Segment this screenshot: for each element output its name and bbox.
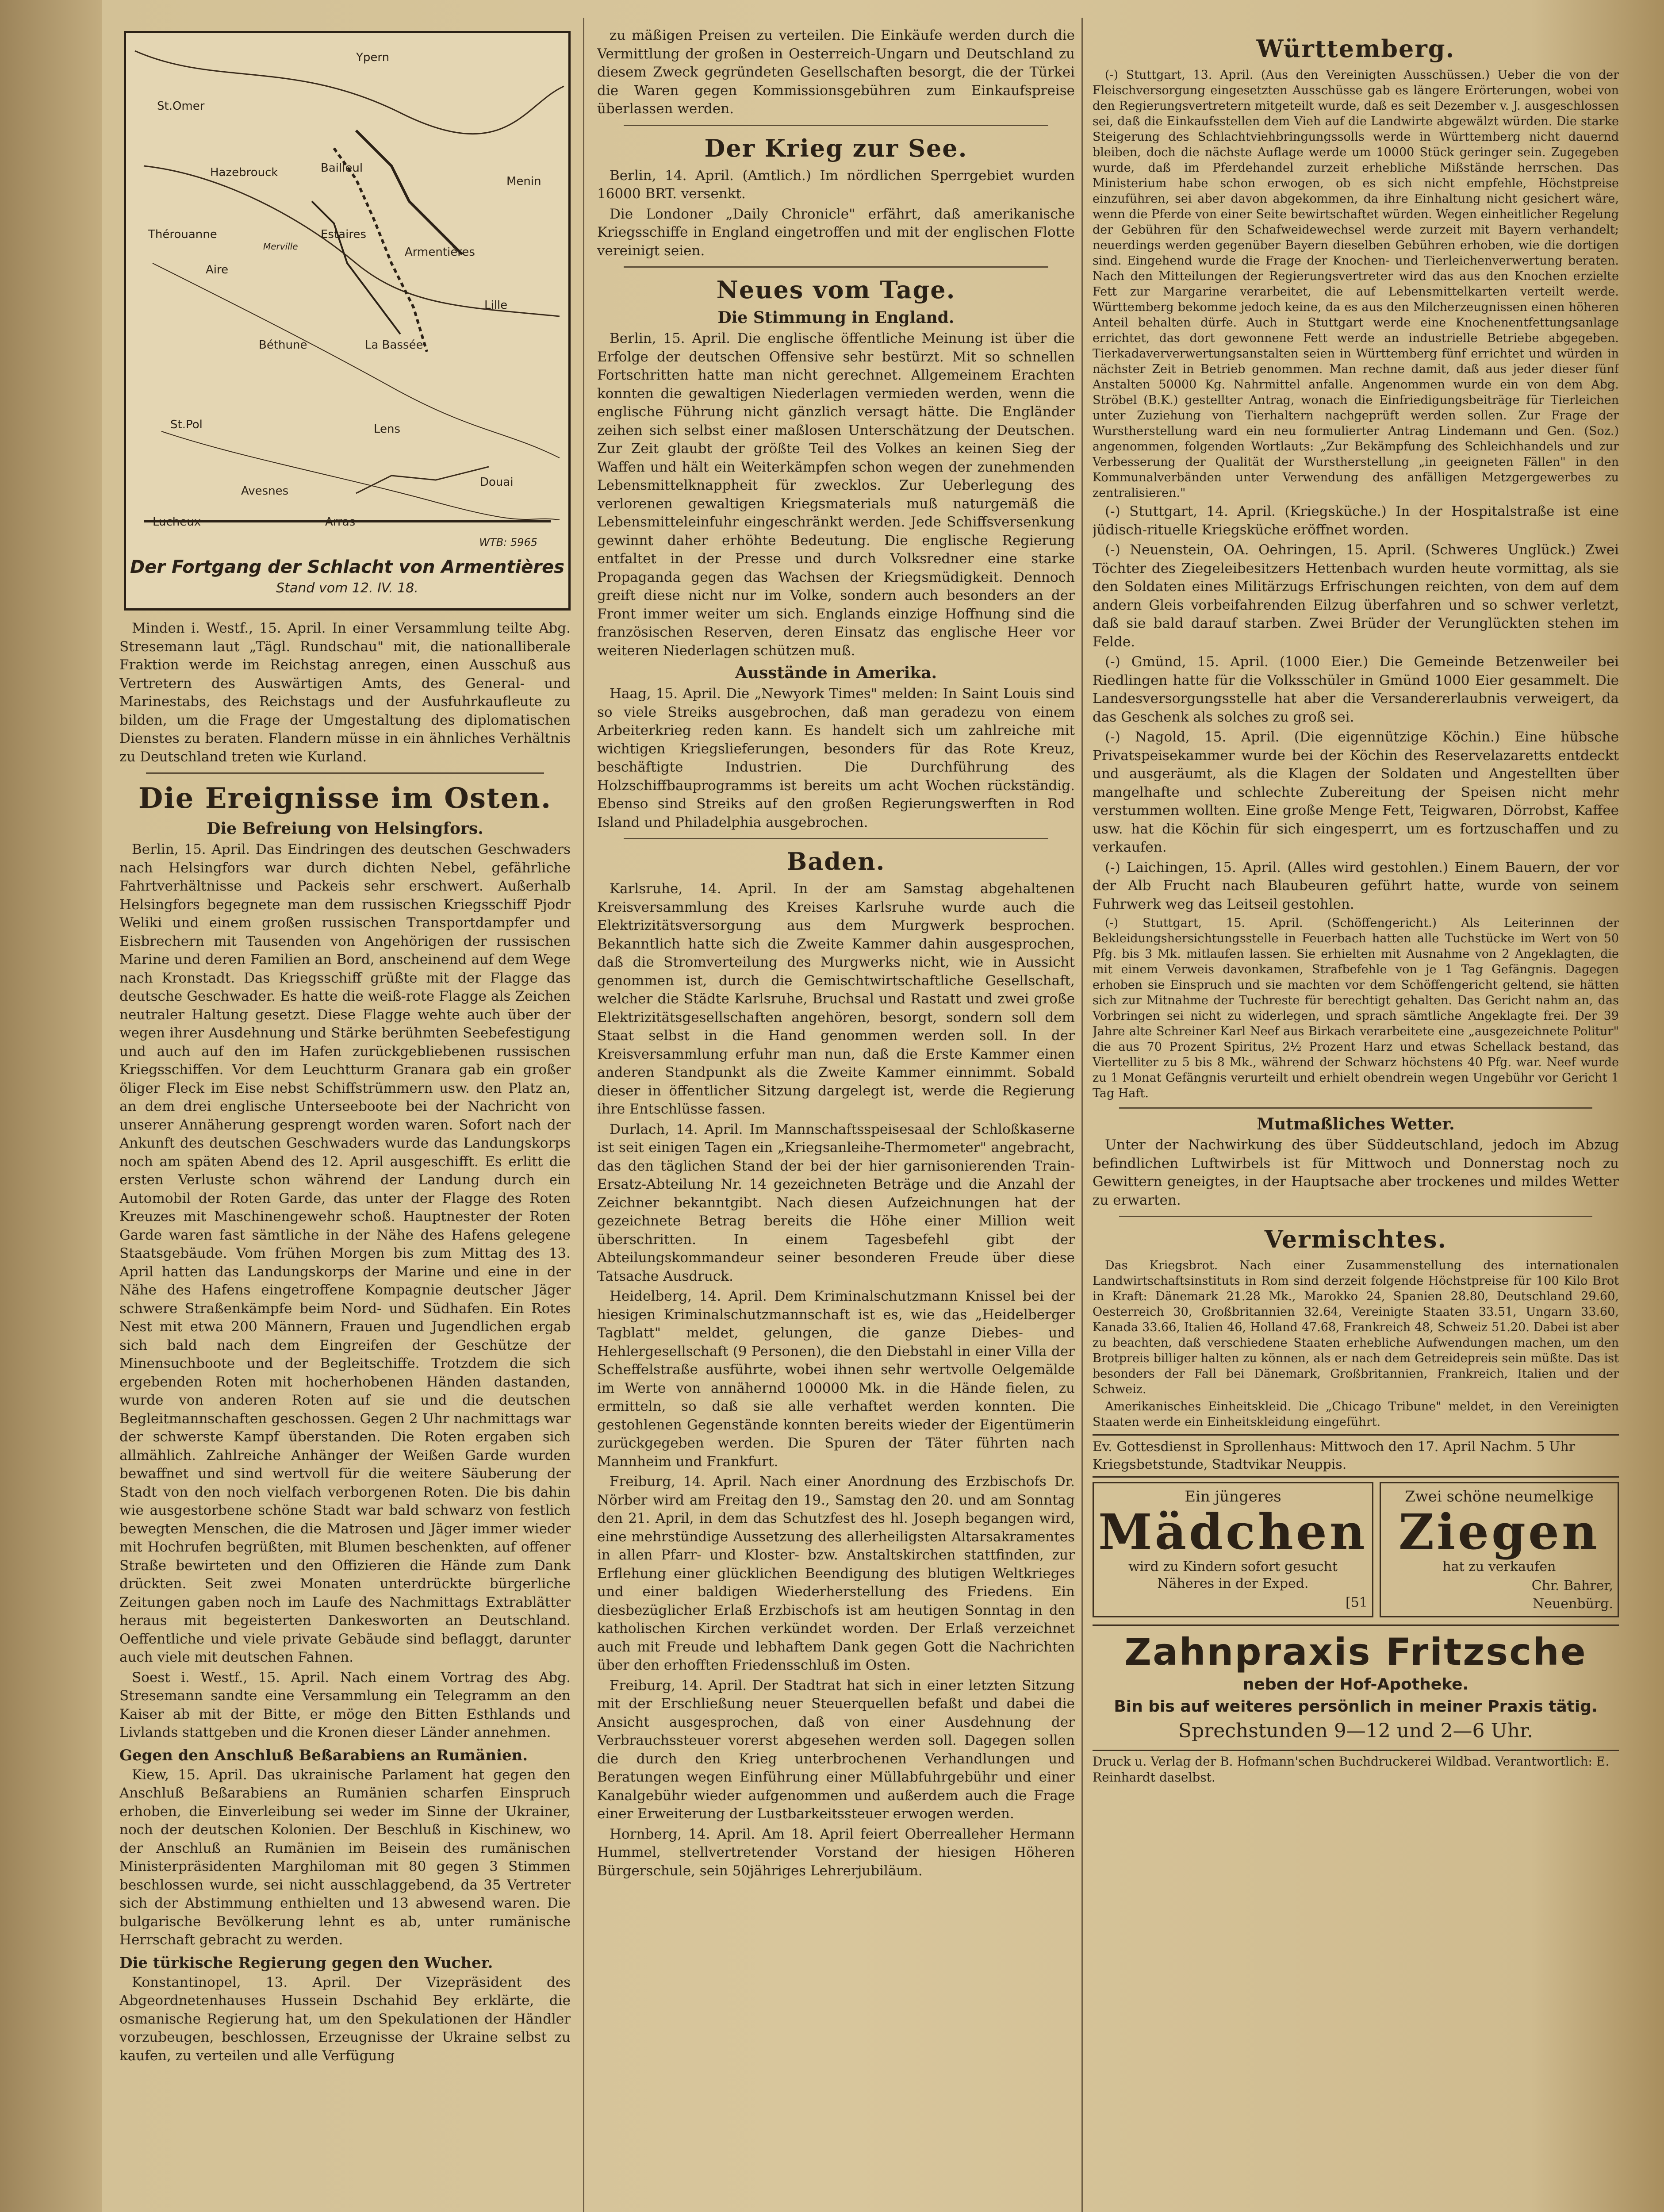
article-minden: Minden i. Westf., 15. April. In einer Versammlung teilte Abg. Stresemann laut „Tägl. Rundschau" mit, die nationalliberale Fraktion werde im Reichstag anregen, einen Ausschuß aus Vertretern des Auswärtigen Amts, des General- und Marinestabs, des Reichstags und der Ausfuhrkaufleute zu bilden, um die Frage der Umgestaltung des diplomatischen Dienstes zu beraten. Flandern müsse in ein ähnliches Verhältnis zu Deutschland treten wie Kurland. — [119, 620, 571, 765]
article-wetter: Unter der Nachwirkung des über Süddeutschland, jedoch im Abzug befindlichen Luftwirbels ist für Mittwoch und Donnerstag noch zu Gewittern geneigtes, in der Hauptsache aber trockenes und mildes Wetter zu erwarten. — [1093, 1137, 1619, 1208]
column-middle — [597, 27, 1075, 2212]
article-durlach: Durlach, 14. April. Im Mannschaftsspeisesaal der Schloßkaserne ist seit einigen Tagen ein „Kriegsanleihe-Thermometer" angebracht, das den täglichen Stand der bei der hier garnisonierenden Train-Ersatz-Abteilung Nr. 14 gezeichneten Beträge und die Anzahl der Zeichner bekanntgibt. Nach diesen Aufzeichnungen hat der gezeichnete Betrag bereits die Höhe einer Million weit überschritten. In einem Tagesbefehl gibt der Abteilungskommandeur seiner besonderen Freude über diese Tatsache Ausdruck. — [597, 1121, 1075, 1284]
section-title-baden: Baden. — [786, 847, 886, 876]
ad-maedchen — [1093, 1482, 1373, 1617]
article-nagold: (-) Nagold, 15. April. (Die eigennützige Köchin.) Eine hübsche Privatspeisekammer wurde bei der Köchin des Reservelazaretts entdeckt und ausgeräumt, als die Klagen der Soldaten und Angestellten über mangelhafte und schlechte Zubereitung der Speisen nicht mehr verstummen wollten. Eine große Menge Fett, Teigwaren, Dörrobst, Kaffee usw. hat die Köchin für sich eingesperrt, um es fortzuschaffen und zu verkaufen. — [1093, 729, 1619, 855]
ad-advertiser: Chr. Bahrer, — [1531, 1578, 1613, 1594]
ad-lead: Zwei schöne neumelkige — [1405, 1488, 1594, 1505]
map-town: La Bassée — [365, 338, 423, 352]
map-caption: Der Fortgang der Schlacht von Armentières — [130, 557, 565, 577]
article-bessarabien: Kiew, 15. April. Das ukrainische Parlament hat gegen den Anschluß Beßarabiens an Rumänien scharfen Einspruch erhoben, die Einverleibung sei weder im Sinne der Ukrainer, noch der deutschen Kolonien. Der Beschluß in Kischinew, wo der Anschluß an Rumänien im Beisein des rumänischen Ministerpräsidenten Marghiloman mit 80 gegen 3 Stimmen beschlossen wurde, sei nicht ausschlaggebend, da 35 Vertreter sich der Abstimmung enthielten und 13 abwesend waren. Die bulgarische Bevölkerung lehnt es ab, unter rumänische Herrschaft gebracht zu werden. — [119, 1767, 571, 1948]
article-see-1: Berlin, 14. April. (Amtlich.) Im nördlichen Sperrgebiet wurden 16000 BRT. versenkt. — [597, 167, 1075, 202]
column-rule — [583, 18, 584, 2212]
ad-place: Neuenbürg. — [1532, 1596, 1613, 1612]
ad-lead: Ein jüngeres — [1185, 1488, 1281, 1505]
separator — [1119, 1216, 1592, 1217]
ad-ziegen — [1380, 1482, 1619, 1617]
map-town: Merville — [263, 241, 298, 252]
section-title-osten: Die Ereignisse im Osten. — [138, 782, 552, 815]
article-neuenstein: (-) Neuenstein, OA. Oehringen, 15. April. (Schweres Unglück.) Zwei Töchter des Ziegeleibesitzers Hettenbach wurden heute vormittag, als sie den Soldaten eines Militärzugs Erfrischungen reichten, von dem auf dem andern Gleis vorbeifahrenden Eilzug überfahren und so schwer verletzt, daß sie bald darauf starben. Zwei Brüder der Verunglückten stehen im Felde. — [1093, 542, 1619, 650]
map-town: Douai — [480, 476, 514, 489]
article-karlsruhe: Karlsruhe, 14. April. In der am Samstag abgehaltenen Kreisversammlung des Kreises Karlsruhe wurde auch die Elektrizitätsversorgung aus dem Murgwerk besprochen. Bekanntlich hatte sich die Zweite Kammer dahin ausgesprochen, daß die Stromverteilung des Murgwerks nicht, wie in Aussicht genommen ist, durch die Gemischtwirtschaftliche Gesellschaft, welcher die Städte Karlsruhe, Bruchsal und Rastatt und zwei große Elektrizitätsgesellschaften angehören, besorgt, sondern soll dem Staat selbst in die Hand genommen werden soll. In der Kreisversammlung erfuhr man nun, daß die Erste Kammer einen anderen Standpunkt als die Zweite Kammer einnimmt. Sobald dieser in öffentlicher Sitzung dargelegt ist, werde die Regierung ihre Entschlüsse fassen. — [597, 881, 1075, 1117]
column-left — [119, 27, 571, 2212]
map-town: Ypern — [356, 51, 390, 64]
article-tuerkei: Konstantinopel, 13. April. Der Vizepräsident des Abgeordnetenhauses Hussein Dschahid Bey erklärte, die osmanische Regierung hat, um den Spekulationen der Händler vorzubeugen, beschlossen, Erzeugnisse der Ukraine selbst zu kaufen, zu verteilen und alle Verfügung — [119, 1974, 571, 2064]
article-stuttgart-2: (-) Stuttgart, 14. April. (Kriegsküche.) In der Hospitalstraße ist eine jüdisch-rituelle Kriegsküche eröffnet worden. — [1093, 503, 1619, 538]
article-stuttgart-3: (-) Stuttgart, 15. April. (Schöffengericht.) Als Leiterinnen der Bekleidungshersichtungsstelle in Feuerbach hatten alle Tuchstücke im Wert von 50 Pfg. bis 3 Mk. mitlaufen lassen. Sie erhielten mit Ausnahme von 2 Angeklagten, die mit einem Verweis davonkamen, Strafbefehle von je 1 Tag Gefängnis. Dagegen erhoben sie Einspruch und sie machten vor dem Schöffengericht geltend, sie hätten sich zur Mitnahme der Tuchreste für berechtigt gehalten. Das Gericht nahm an, das Vorbringen sei nicht zu widerlegen, und sprach sämtliche Angeklagte frei. Der 39 Jahre alte Schreiner Karl Neef aus Birkach verarbeitete eine „ausgezeichnete Politur" die aus 70 Prozent Spiritus, 2½ Prozent Harz und etwas Schellack bestand, das Viertelliter zu 5 bis 8 Mk., während der Schwarz höchstens 40 Pfg. war. Neef wurde zu 1 Monat Gefängnis verurteilt und erhielt obendrein wegen Ungebühr vor Gericht 1 Tag Haft. — [1093, 916, 1619, 1100]
article-hornberg: Hornberg, 14. April. Am 18. April feiert Oberrealleher Hermann Hummel, stellvertretender Vorstand der hiesigen Höheren Bürgerschule, sein 50jähriges Lehrerjubiläum. — [597, 1826, 1075, 1879]
map-town: Armentières — [405, 246, 475, 259]
ad-headline: Ziegen — [1398, 1503, 1600, 1560]
article-soest: Soest i. Westf., 15. April. Nach einem Vortrag des Abg. Stresemann sandte eine Versammlung ein Telegramm an den Kaiser ab mit der Bitte, er möge den Bitten Esthlands und Livlands stattgeben und die Kronen dieser Länder annehmen. — [119, 1669, 571, 1740]
subhead-tuerkei: Die türkische Regierung gegen den Wucher. — [119, 1954, 493, 1972]
separator — [624, 838, 1048, 839]
section-title-wetter: Mutmaßliches Wetter. — [1257, 1115, 1455, 1133]
separator — [624, 266, 1048, 268]
map-town: Estaires — [321, 228, 366, 241]
ad-zahnpraxis — [1093, 1624, 1619, 1744]
map-town: Bailleul — [321, 161, 363, 175]
map-town: Béthune — [259, 338, 307, 352]
map-town: Hazebrouck — [210, 166, 278, 179]
article-einheitskleid: Amerikanisches Einheitskleid. Die „Chicago Tribune" meldet, in den Vereinigten Staaten werde ein Einheitskleidung eingeführt. — [1093, 1400, 1619, 1429]
separator — [624, 125, 1048, 126]
subhead-bessarabien: Gegen den Anschluß Beßarabiens an Rumänien. — [119, 1746, 528, 1764]
classified-ads — [1093, 1482, 1619, 1617]
section-title-neues: Neues vom Tage. — [716, 276, 956, 304]
subhead-amerika: Ausstände in Amerika. — [735, 664, 937, 682]
article-england: Berlin, 15. April. Die englische öffentliche Meinung ist über die Erfolge der deutschen Offensive sehr bestürzt. Mit so schnellen Fortschritten hatte man nicht gerechnet. Allgemeinem Erachten konnten die gewaltigen Niederlagen vermieden werden, wenn die englische Führung nicht gänzlich versagt hätte. Die Engländer zeihen sich selbst einer maßlosen Unterschätzung der Deutschen. Zur Zeit glaubt der größte Teil des Volkes an keinen Sieg der Waffen und hält ein Weiterkämpfen schon wegen der zunehmenden Lebensmittelknappheit für zwecklos. Zur Ueberlegung des verlorenen gewaltigen Kriegsmaterials muß naturgemäß die Lebensmitteleinfuhr eingeschränkt werden. Jede Schiffsversenkung gewinnt daher erhöhte Bedeutung. Die englische Regierung entfaltet in der Presse und durch Volksredner eine starke Propaganda gegen das Wachsen der Kriegsmüdigkeit. Dennoch greift diese nicht nur im Volke, sondern auch besonders an der Front immer weiter um sich. Englands einzige Hoffnung sind die französischen Reserven, deren Einsatz das englische Heer vor weiteren Niederlagen schützen muß. — [597, 330, 1075, 659]
section-title-wuerttemberg: Württemberg. — [1256, 35, 1455, 63]
ad-body: wird zu Kindern sofort gesucht Näheres in der Exped. — [1128, 1559, 1338, 1591]
article-stuttgart-1: (-) Stuttgart, 13. April. (Aus den Vereinigten Ausschüssen.) Ueber die von der Fleischversorgung eingesetzten Ausschüsse gab es längere Erörterungen, wobei von den Regierungsvertretern mitgeteilt wurde, daß es seit Dezember v. J. ausgeschlossen sei, daß die Einkaufsstellen dem Vieh auf die Landwirte abgewälzt würden. Die starke Steigerung des Schlachtviehbringungssolls werde in Württemberg nicht dauernd bleiben, doch die nächste Auflage werde um 10000 Stück geringer sein. Zugegeben wurde, daß im Pferdehandel zurzeit erhebliche Mißstände herrschen. Das Ministerium habe schon erwogen, ob es sich nicht empfehle, Höchstpreise einzuführen, sei aber davon abgekommen, da ihre Einhaltung nicht gesichert wäre, wenn die Pferde von einer Seite bewirtschaftet würden. Wegen einheitlicher Regelung der Gebühren für den Schafweidewechsel werde zurzeit mit Bayern verhandelt; neuerdings werden gegenüber Bayern dieselben Gebühren erhoben, wie die dortigen sind. Eingehend wurde die Frage der Knochen- und Tierleichenverwertung beraten. Nach den Mitteilungen der Regierungsvertreter wird das aus den Knochen erzielte Fett zur Margarine verarbeitet, die auf Lebensmittelkarten verteilt werde. Württemberg bekomme jedoch keine, da es aus den Milcherzeugnissen einen höheren Anteil behalten dürfe. Auch in Stuttgart werde eine Knochenentfettungsanlage errichtet, das dort gewonnene Fett werde an industrielle Betriebe abgegeben. Tierkadaververwertungsanstalten seien in Württemberg fünf errichtet und würden in nächster Zeit in Betrieb genommen. Man rechne damit, daß aus jeder dieser fünf Anstalten 50000 Kg. Nahrmittel anfalle. Angenommen wurde ein von dem Abg. Ströbel (B.K.) gestellter Antrag, wonach die Einfriedigungsbeiträge für Tierleichen unter Zuziehung von Tierhaltern nachgeprüft werden sollen. Zur Frage der Wurstherstellung ward ein neu formulierter Antrag Lindemann und Gen. (Soz.) angenommen, folgenden Wortlauts: „Zur Bekämpfung des Schleichhandels und zur Verbesserung der Qualität der Wurstherstellung „in geeigneten Fällen" in den Kommunalverbänden unter Verwendung des anfälligen Metzgergewerbes zu zentralisieren." — [1093, 68, 1619, 500]
column-right — [1093, 27, 1619, 2212]
map-town: Lens — [374, 422, 401, 436]
section-title-vermischtes: Vermischtes. — [1264, 1225, 1447, 1253]
separator — [146, 772, 544, 774]
map-town: Menin — [506, 175, 541, 188]
map-town: Avesnes — [241, 484, 289, 498]
notice-gottesdienst: Ev. Gottesdienst in Sprollenhaus: Mittwoch den 17. April Nachm. 5 Uhr Kriegsbetstunde, Stadtvikar Neuppis. — [1093, 1434, 1619, 1478]
ad-headline: Mädchen — [1098, 1503, 1368, 1560]
article-laichingen: (-) Laichingen, 15. April. (Alles wird gestohlen.) Einem Bauern, der vor der Alb Frucht nach Blaubeuren geführt hatte, wurde von seinem Fuhrwerk weg das Leitseil gestohlen. — [1093, 859, 1619, 912]
subhead-helsingfors: Die Befreiung von Helsingfors. — [207, 819, 483, 838]
column-rule — [1081, 18, 1083, 2212]
battle-map — [124, 31, 571, 611]
section-title-see: Der Krieg zur See. — [704, 134, 968, 162]
page-margin — [0, 0, 102, 2212]
praxis-hours: Sprechstunden 9—12 und 2—6 Uhr. — [1178, 1720, 1534, 1742]
map-town: Lucheux — [153, 515, 201, 529]
article-helsingfors: Berlin, 15. April. Das Eindringen des deutschen Geschwaders nach Helsingfors war durch dichten Nebel, gefährliche Fahrtverhältnisse und Packeis sehr erschwert. Außerhalb Helsingfors begegnete man dem russischen Kriegsschiff Pjodr Weliki und einem großen russischen Transportdampfer und Eisbrechern mit Tausenden von Angehörigen der russischen Marine und deren Familien an Bord, anscheinend auf dem Wege nach Kronstadt. Das Kriegsschiff grüßte mit der Flagge das deutsche Geschwader. Es hatte die weiß-rote Flagge als Zeichen neutraler Haltung gesetzt. Diese Flagge wehte auch über der wegen ihrer Ausdehnung und Stärke berühmten Seebefestigung und auch auf den im Hafen zurückgebliebenen russischen Kriegsschiffen. Vor dem Leuchtturm Granara gab ein großer öliger Fleck im Eise nebst Schiffstrümmern usw. den Platz an, an dem drei englische Unterseeboote bei der Nachricht von unserer Annäherung gesprengt worden waren. Sofort nach der Ankunft des deutschen Geschwaders wurde das Landungskorps noch am späten Abend des 12. April ausgeschifft. Es erlitt die ersten Verluste schon während der Landung durch ein Automobil der Roten Garde, das unter der Flagge des Roten Kreuzes mit Maschinengewehr schoß. Hauptnester der Roten Garde waren fast sämtliche in der Nähe des Hafens gelegene Staatsgebäude. Vom frühen Morgen bis zum Mittag des 13. April hatten das Landungskorps der Marine und eine in der Nähe des Hafens eingetroffene Kompagnie deutscher Jäger schwere Straßenkämpfe beim Nord- und Südhafen. Ein Rotes Nest mit etwa 200 Männern, Frauen und Jugendlichen ergab sich bald nach dem Eingreifen der Geschütze der Minensuchboote und der Begleitschiffe. Trotzdem die sich ergebenden Roten mit hocherhobenen Händen dastanden, wurde von anderen Roten auf sie und die deutschen Begleitmannschaften geschossen. Gegen 2 Uhr nachmittags war der schwerste Kampf überstanden. Die Roten ergaben sich allmählich. Zahlreiche Anhänger der Weißen Garde wurden bewaffnet und sind wertvoll für die weitere Säuberung der Stadt von den noch vielfach verborgenen Roten. Die bis dahin wie ausgestorbene schöne Stadt war bald schwarz von festlich bewegten Menschen, die die Matrosen und Jäger immer wieder mit Hochrufen begrüßten, mit Blumen beschenkten, auf offener Straße bewirteten und den Offizieren die Hände zum Dank drückten. Seit zwei Monaten unterdrückte bürgerliche Zeitungen gaben noch im Laufe des Nachmittags Extrablätter heraus mit begeisterten Dankesworten an Deutschland. Oeffentliche und viele private Gebäude sind beflaggt, darunter auch viele mit deutschen Fahnen. — [119, 841, 571, 1665]
article-heidelberg: Heidelberg, 14. April. Dem Kriminalschutzmann Knissel bei der hiesigen Kriminalschutzmannschaft ist es, wie das „Heidelberger Tagblatt" meldet, gelungen, die ganze Diebes- und Hehlergesellschaft (9 Personen), die den Diebstahl in einer Villa der Scheffelstraße ausführte, wobei ihnen sehr wertvolle Oelgemälde im Werte von annähernd 100000 Mk. in die Hände fielen, zu ermitteln, so daß sie alle verhaftet werden konnten. Die gestohlenen Gegenstände konnten bereits wieder der Eigentümerin zurückgegeben werden. Die Spuren der Täter führten nach Mannheim und Frankfurt. — [597, 1288, 1075, 1470]
map-town: Aire — [206, 263, 229, 276]
map-town: Arras — [325, 515, 356, 529]
ad-body: hat zu verkaufen — [1442, 1559, 1556, 1575]
map-code: WTB: 5965 — [479, 536, 537, 549]
article-block-small — [1093, 915, 1619, 1101]
ad-number: [51 — [1345, 1595, 1368, 1610]
separator — [1119, 1107, 1592, 1109]
map-town: Thérouanne — [148, 228, 217, 241]
subhead-england: Die Stimmung in England. — [717, 308, 955, 327]
article-gmuend: (-) Gmünd, 15. April. (1000 Eier.) Die Gemeinde Betzenweiler bei Riedlingen hatte für die Volksschüler in Gmünd 1000 Eier gesammelt. Die Landesversorgungsstelle hat aber die Versandererlaubnis verweigert, da das Geschenk als solches zu groß sei. — [1093, 654, 1619, 725]
article-continuation: zu mäßigen Preisen zu verteilen. Die Einkäufe werden durch die Vermittlung der großen in Oesterreich-Ungarn und Deutschland zu diesem Zweck gegründeten Gesellschaften besorgt, die der Türkei die Waren gegen Kommissionsgebühren zum Einkaufspreise überlassen werden. — [597, 27, 1075, 117]
article-freiburg-1: Freiburg, 14. April. Nach einer Anordnung des Erzbischofs Dr. Nörber wird am Freitag den 19., Samstag den 20. und am Sonntag den 21. April, in dem das Schutzfest des hl. Joseph begangen wird, eine mehrstündige Aussetzung des allerheiligsten Altarsakramentes in allen Pfarr- und Kloster- bzw. Anstaltskirchen stattfinden, zur Erflehung einer glücklichen Beendigung des blutigen Weltkrieges und einer baldigen Wiederherstellung des Friedens. Ein diesbezüglicher Erlaß Erzbischofs ist am heutigen Sonntag in den katholischen Kirchen verkündet worden. Der Erlaß verzeichnet auch mit Freude und lebhaftem Dank gegen Gott die Nachrichten über den erhofften Friedensschluß im Osten. — [597, 1474, 1075, 1673]
praxis-name: Zahnpraxis Fritzsche — [1124, 1630, 1587, 1674]
article-see-2: Die Londoner „Daily Chronicle" erfährt, daß amerikanische Kriegsschiffe in England eingetroffen und mit der englischen Flotte vereinigt seien. — [597, 206, 1075, 259]
praxis-location: neben der Hof-Apotheke. — [1242, 1675, 1469, 1694]
article-block-small — [1093, 1258, 1619, 1430]
map-town: Lille — [484, 299, 508, 312]
praxis-note: Bin bis auf weiteres persönlich in meiner Praxis tätig. — [1114, 1697, 1598, 1716]
imprint: Druck u. Verlag der B. Hofmann'schen Buchdruckerei Wildbad. Verantwortlich: E. Reinhardt daselbst. — [1093, 1750, 1619, 1786]
article-kriegsbrot: Das Kriegsbrot. Nach einer Zusammenstellung des internationalen Landwirtschaftsinstituts in Rom sind derzeit folgende Höchstpreise für 100 Kilo Brot in Kraft: Dänemark 21.28 Mk., Marokko 24, Spanien 28.80, Deutschland 29.60, Oesterreich 30, Großbritannien 32.64, Vereinigte Staaten 33.51, Ungarn 33.60, Kanada 33.66, Italien 46, Holland 47.68, Frankreich 48, Schweiz 51.20. Dabei ist aber zu beachten, daß verschiedene Staaten erhebliche Aufwendungen machen, um den Brotpreis billiger halten zu können, als er nach dem Getreidepreis sein müßte. Das ist besonders der Fall bei Dänemark, Großbritannien, Frankreich, Italien und der Schweiz. — [1093, 1259, 1619, 1396]
article-freiburg-2: Freiburg, 14. April. Der Stadtrat hat sich in einer letzten Sitzung mit der Erschließung neuer Steuerquellen befaßt und dabei die Ansicht ausgesprochen, daß von einer Ausdehnung der Verbrauchssteuer vorerst abgesehen werden soll. Dagegen sollen die durch den Krieg unterbrochenen Verhandlungen und Beratungen wegen Einführung einer Müllabfuhrgebühr und einer Kanalgebühr wieder aufgenommen und außerdem auch die Frage einer Erweiterung der Lustbarkeitssteuer erwogen werden. — [597, 1677, 1075, 1822]
map-town: St.Omer — [157, 100, 205, 113]
article-amerika: Haag, 15. April. Die „Newyork Times" melden: In Saint Louis sind so viele Streiks ausgebrochen, daß man geradezu von einem Arbeiterkrieg reden kann. Es handelt sich um zahlreiche mit wichtigen Kriegslieferungen, besonders für das Rote Kreuz, beschäftigte Industrien. Die Durchführung des Holzschiffbauprogramms ist bereits um acht Wochen rückständig. Ebenso sind Streiks auf den großen Regierungswerften in Rod Island und Philadelphia ausgebrochen. — [597, 686, 1075, 830]
map-town: St.Pol — [170, 418, 203, 431]
article-block-small — [1093, 67, 1619, 501]
map-date: Stand vom 12. IV. 18. — [276, 580, 418, 596]
